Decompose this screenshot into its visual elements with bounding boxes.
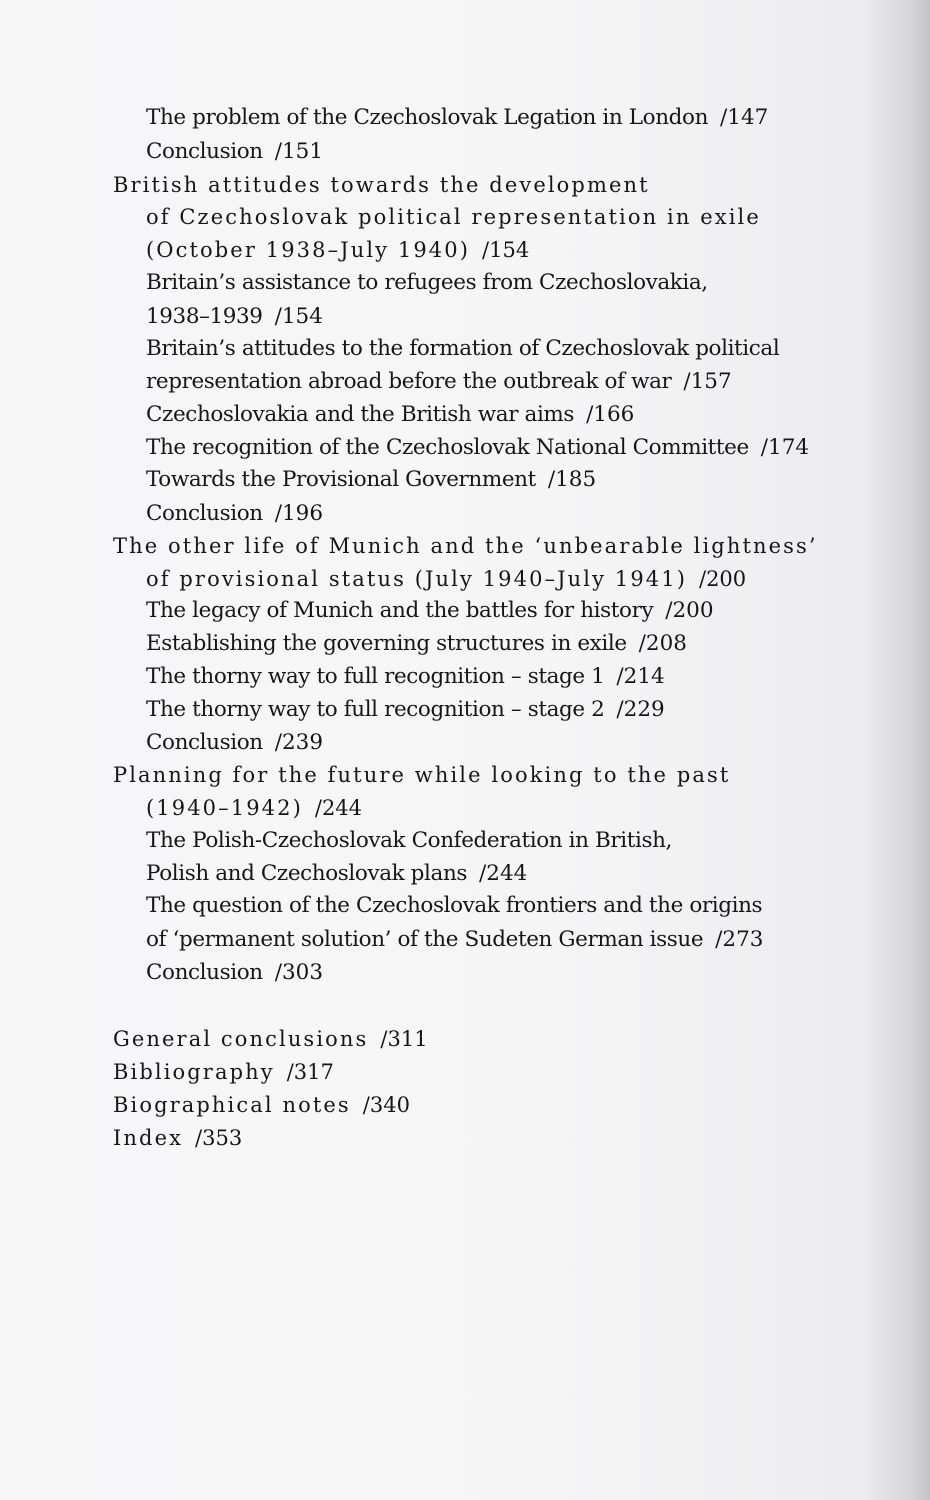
- toc-chapter-title: (1940–1942): [146, 796, 303, 820]
- toc-entry: [146, 926, 763, 954]
- toc-entry-title: Towards the Provisional Government: [146, 467, 536, 492]
- toc-entry: [146, 892, 762, 920]
- toc-entry-title: Conclusion: [146, 139, 263, 164]
- toc-entry-page: /200: [665, 598, 714, 623]
- toc-chapter: [113, 1091, 410, 1119]
- toc-entry-page: /317: [286, 1060, 334, 1084]
- toc-entry: [146, 663, 665, 691]
- toc-entry-page: /157: [683, 369, 732, 394]
- toc-entry: [146, 860, 527, 888]
- toc-chapter: [113, 1058, 334, 1086]
- toc-chapter-title: General conclusions: [113, 1027, 369, 1051]
- toc-chapter-continued: [146, 203, 761, 231]
- toc-entry: [146, 597, 714, 625]
- toc-chapter: [113, 171, 650, 199]
- toc-entry-page: /244: [314, 796, 363, 820]
- toc-entry-title: Polish and Czechoslovak plans: [146, 861, 468, 886]
- toc-entry-title: Establishing the governing structures in exile: [146, 631, 627, 656]
- toc-chapter-title: The other life of Munich and the ‘unbearable lightness’: [113, 534, 818, 558]
- toc-entry-page: /229: [616, 697, 665, 722]
- toc-entry: [146, 959, 323, 987]
- toc-entry-page: /174: [760, 435, 810, 460]
- toc-chapter-continued: [146, 236, 529, 264]
- toc-chapter-continued: [146, 794, 362, 822]
- toc-chapter: [113, 1124, 242, 1152]
- toc-entry-title: Czechoslovakia and the British war aims: [146, 402, 575, 427]
- toc-entry-title: Britain’s assistance to refugees from Czechoslovakia,: [146, 270, 708, 295]
- toc-entry-page: /166: [586, 402, 635, 427]
- toc-entry-title: The recognition of the Czechoslovak National Committee: [146, 435, 749, 460]
- toc-entry-title: The Polish-Czechoslovak Confederation in British,: [146, 828, 672, 853]
- toc-entry: [146, 104, 768, 132]
- toc-entry-page: /311: [380, 1027, 428, 1051]
- toc-entry-title: Conclusion: [146, 730, 263, 755]
- toc-entry: [146, 269, 708, 297]
- toc-chapter: [113, 532, 818, 560]
- toc-entry-page: /353: [195, 1126, 243, 1150]
- toc-entry-title: The legacy of Munich and the battles for history: [146, 598, 654, 623]
- toc-entry: [146, 500, 323, 528]
- toc-entry-page: /154: [482, 238, 530, 262]
- toc-entry-title: of ‘permanent solution’ of the Sudeten German issue: [146, 927, 704, 952]
- toc-chapter-title: British attitudes towards the development: [113, 173, 650, 197]
- toc-entry-page: /147: [720, 105, 769, 130]
- toc-chapter-title: Index: [113, 1126, 184, 1150]
- toc-entry-title: The problem of the Czechoslovak Legation in London: [146, 105, 709, 130]
- toc-chapter-title: of provisional status (July 1940–July 1941): [146, 567, 687, 591]
- toc-entry-title: The thorny way to full recognition – stage 1: [146, 664, 605, 689]
- toc-entry: [146, 401, 634, 429]
- toc-entry-title: Conclusion: [146, 501, 263, 526]
- toc-entry-title: Britain’s attitudes to the formation of Czechoslovak political: [146, 336, 780, 361]
- toc-entry-page: /303: [274, 960, 323, 985]
- toc-entry-title: The question of the Czechoslovak frontiers and the origins: [146, 893, 763, 918]
- toc-chapter-title: Bibliography: [113, 1060, 275, 1084]
- toc-entry: [146, 138, 323, 166]
- toc-entry: [146, 696, 665, 724]
- toc-entry-page: /185: [547, 467, 597, 492]
- toc-entry-page: /273: [715, 927, 764, 952]
- toc-chapter-title: of Czechoslovak political representation in exile: [146, 205, 761, 229]
- toc-entry-page: /200: [699, 567, 747, 591]
- toc-chapter-continued: [146, 565, 746, 593]
- toc-entry-page: /340: [362, 1093, 410, 1117]
- toc-entry: [146, 466, 596, 494]
- toc-entry-page: /214: [616, 664, 665, 689]
- toc-entry-title: 1938–1939: [146, 304, 263, 329]
- toc-entry: [146, 303, 323, 331]
- toc-entry-page: /154: [274, 304, 323, 329]
- toc-entry-title: representation abroad before the outbreak of war: [146, 369, 672, 394]
- toc-chapter-title: (October 1938–July 1940): [146, 238, 471, 262]
- toc-entry-title: Conclusion: [146, 960, 263, 985]
- toc-entry: [146, 729, 323, 757]
- toc-entry: [146, 630, 687, 658]
- toc-chapter-title: Planning for the future while looking to the past: [113, 763, 731, 787]
- toc-entry-page: /151: [274, 139, 323, 164]
- toc-entry-page: /239: [274, 730, 323, 755]
- toc-entry-page: /208: [638, 631, 687, 656]
- toc-chapter: [113, 1025, 428, 1053]
- toc-entry: [146, 827, 672, 855]
- toc-chapter-title: Biographical notes: [113, 1093, 351, 1117]
- toc-entry-page: /196: [274, 501, 323, 526]
- toc-entry-title: The thorny way to full recognition – stage 2: [146, 697, 605, 722]
- toc-chapter: [113, 761, 730, 789]
- toc-entry-page: /244: [479, 861, 528, 886]
- toc-entry: [146, 335, 779, 363]
- toc-entry: [146, 368, 732, 396]
- toc-entry: [146, 434, 809, 462]
